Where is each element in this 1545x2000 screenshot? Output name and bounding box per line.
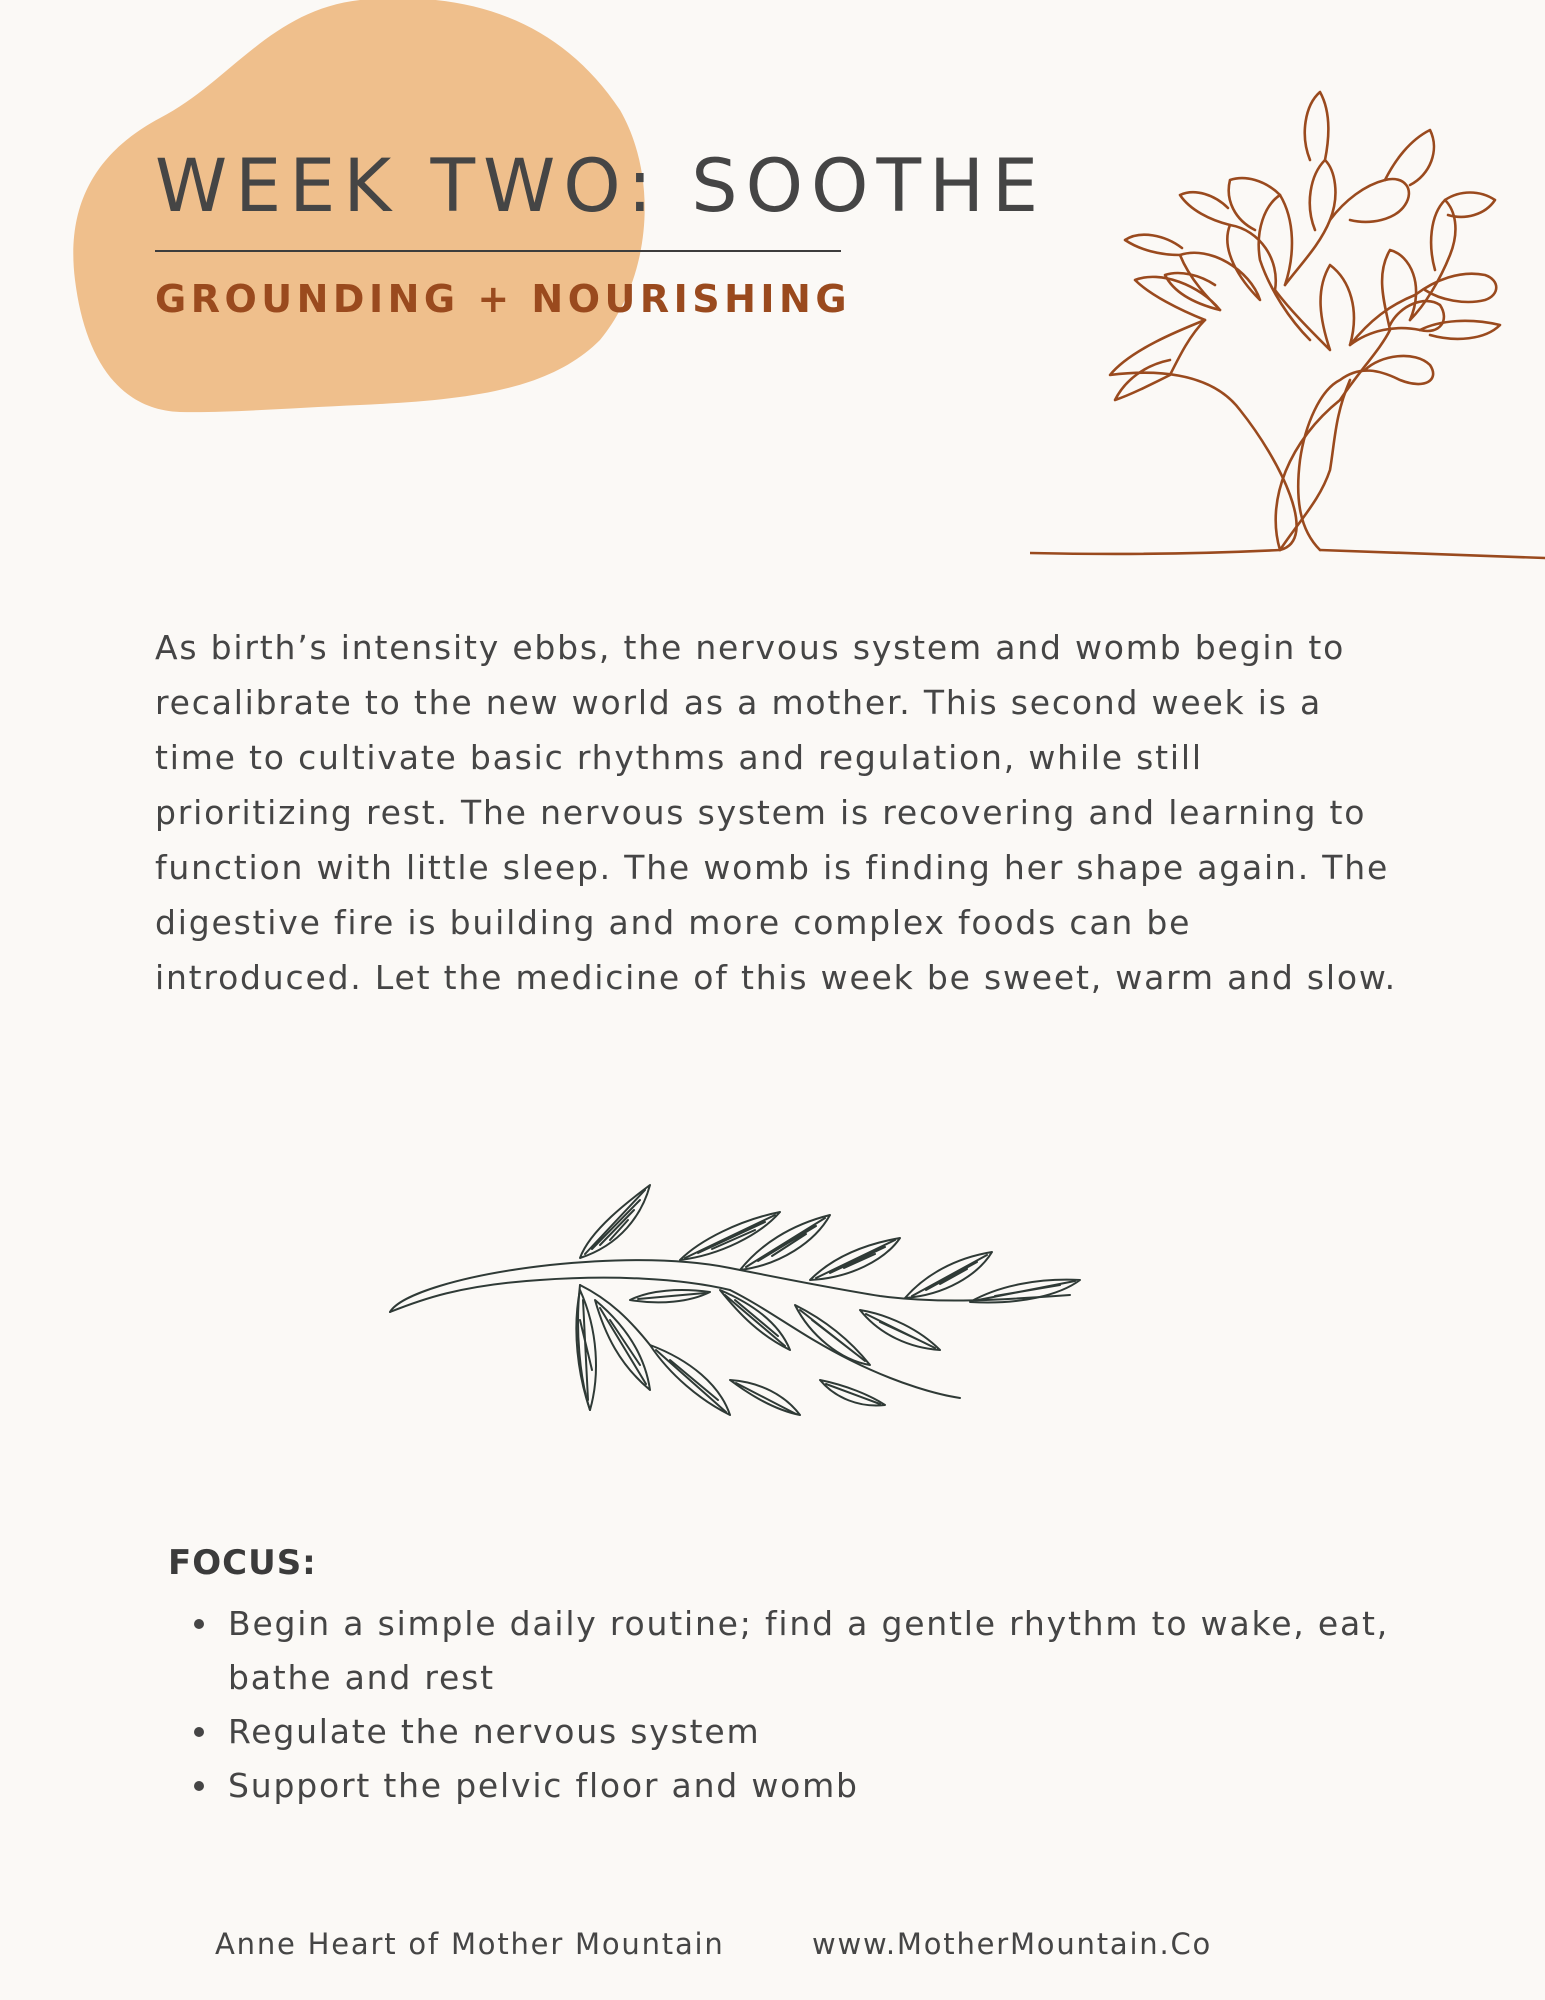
footer-author: Anne Heart of Mother Mountain: [215, 1927, 725, 1961]
title-divider: [155, 250, 841, 252]
focus-list: [190, 1597, 1420, 1813]
focus-list-item: [190, 1597, 1420, 1705]
focus-heading: FOCUS:: [168, 1543, 317, 1583]
footer-website-link[interactable]: www.MotherMountain.Co: [812, 1927, 1213, 1961]
focus-item-text: Support the pelvic floor and womb: [228, 1766, 859, 1805]
leafy-branch-illustration: [380, 1150, 1140, 1480]
focus-list-item: [190, 1705, 1420, 1759]
tree-illustration: [1030, 80, 1545, 570]
focus-item-text: Begin a simple daily routine; find a gentle rhythm to wake, eat, bathe and rest: [228, 1604, 1390, 1697]
focus-list-item: [190, 1759, 1420, 1813]
bullet-icon: [194, 1727, 204, 1737]
intro-paragraph: As birth’s intensity ebbs, the nervous system and womb begin to recalibrate to the new world as a mother. This second week is a time to cultivate basic rhythms and regulation, while still prioritizing rest. The nervous system is recovering and learning to function with little sleep. The womb is finding her shape again. The digestive fire is building and more complex foods can be introduced. Let the medicine of this week be sweet, warm and slow.: [155, 628, 1397, 997]
bullet-icon: [194, 1619, 204, 1629]
page-subtitle: GROUNDING + NOURISHING: [155, 277, 852, 321]
page-title: WEEK TWO: SOOTHE: [155, 144, 1047, 229]
bullet-icon: [194, 1781, 204, 1791]
focus-item-text: Regulate the nervous system: [228, 1712, 761, 1751]
